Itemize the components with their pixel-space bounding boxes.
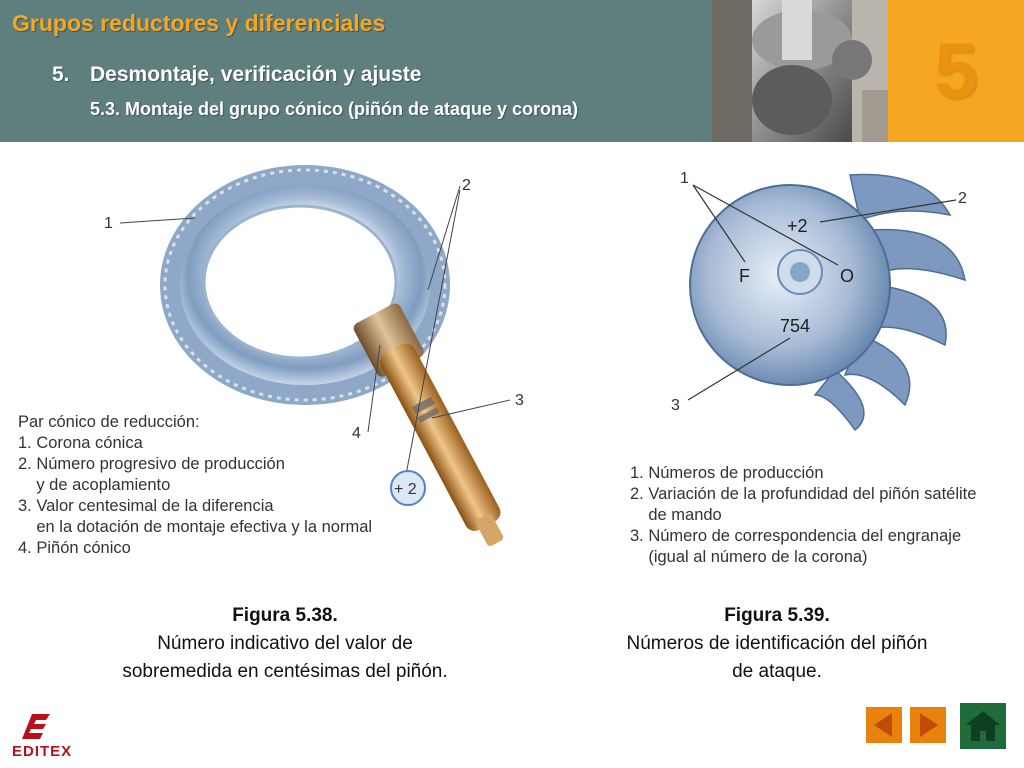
badge-plus-two: + 2 [394,481,417,498]
caption-title: Figura 5.38. [232,605,338,626]
section-title-text: Desmontaje, verificación y ajuste [90,63,422,86]
callout-2: 2 [462,177,471,194]
header-photo [712,0,888,142]
legend-item: de mando [630,506,722,524]
app-title: Grupos reductores y diferenciales [12,10,386,36]
legend-item: 2. Variación de la profundidad del piñón satélite [630,485,977,503]
figure-539-legend [630,463,976,568]
legend-item: en la dotación de montaje efectiva y la normal [18,518,373,536]
callout-2: 2 [958,190,967,207]
callout-1: 1 [104,215,113,232]
section-number: 5. [52,63,70,86]
next-button[interactable] [910,707,946,743]
caption-line: Número indicativo del valor de [157,633,413,654]
figure-538-legend [18,412,372,559]
callout-3: 3 [515,392,524,409]
section-title [52,63,421,87]
legend-item: 3. Valor centesimal de la diferencia [18,497,274,515]
caption-line: Números de identificación del piñón [626,633,928,654]
caption-title: Figura 5.39. [724,605,830,626]
figure-539-illustration [600,150,1020,450]
legend-item: 4. Piñón cónico [18,539,131,557]
figure-539-caption [560,602,994,686]
mark-754: 754 [780,316,811,336]
legend-item: (igual al número de la corona) [630,548,868,566]
chapter-badge [888,0,1024,142]
prev-button[interactable] [866,707,902,743]
logo-text: EDITEX [12,743,73,760]
legend-item: 1. Números de producción [630,464,824,482]
caption-line: de ataque. [732,661,822,682]
legend-item: y de acoplamiento [18,476,171,494]
editex-logo [10,710,80,760]
legend-title: Par cónico de reducción: [18,413,200,431]
callout-4: 4 [352,425,361,442]
callout-3: 3 [671,397,680,414]
mark-plus-two: +2 [787,216,808,236]
figure-538-caption [60,602,510,686]
home-button[interactable] [960,703,1006,749]
mark-f: F [739,266,750,286]
subsection-title: 5.3. Montaje del grupo cónico (piñón de ataque y corona) [90,99,579,119]
mark-o: O [840,266,855,286]
legend-item: 2. Número progresivo de producción [18,455,285,473]
caption-line: sobremedida en centésimas del piñón. [122,661,448,682]
chapter-number: 5 [934,26,978,114]
legend-item: 1. Corona cónica [18,434,143,452]
slide-header [0,0,1024,142]
legend-item: 3. Número de correspondencia del engranaje [630,527,962,545]
callout-1: 1 [680,170,689,187]
